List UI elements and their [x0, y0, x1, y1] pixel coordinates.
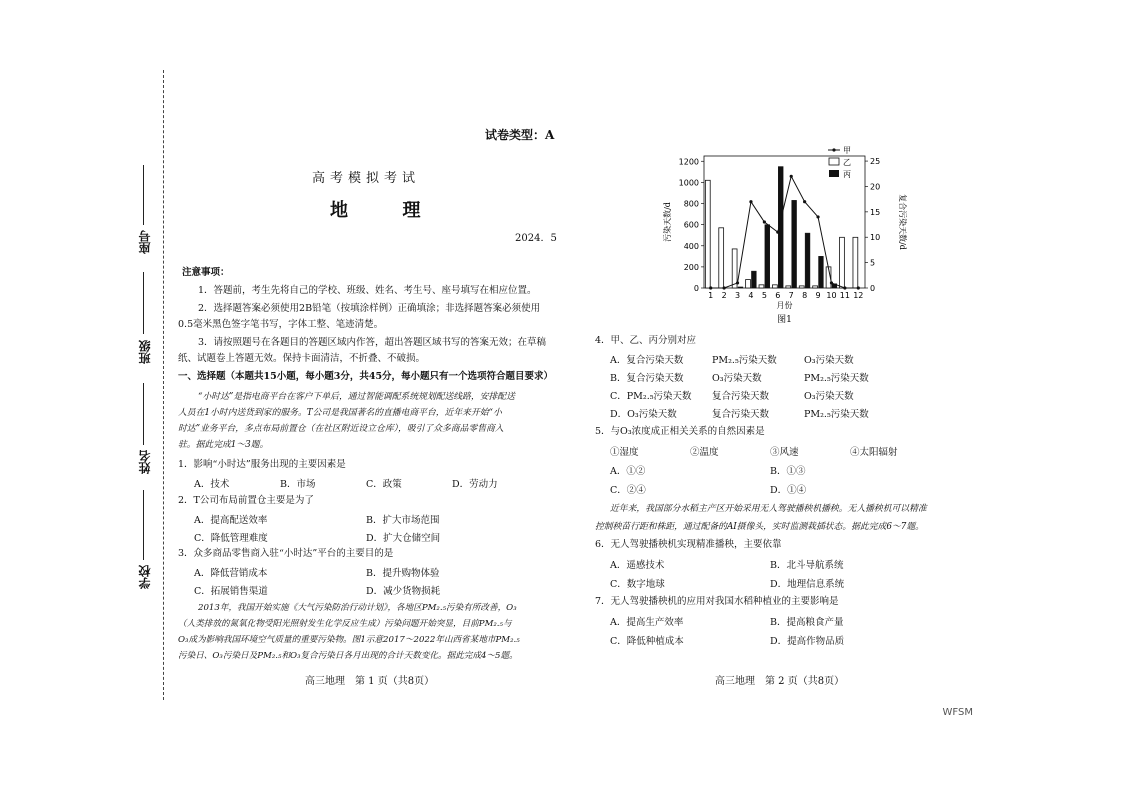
passage-2-line: 污染日、O₃污染日及PM₂.₅和O₃复合污染日各月出现的合计天数变化。据此完成4～5题。	[178, 651, 518, 661]
y-left-axis-label: 污染天数/d	[663, 202, 672, 242]
legend-label-yi: 乙	[843, 158, 851, 167]
note-3-cont: 纸、试题卷上答题无效。保持卡面清洁，不折叠、不破损。	[178, 353, 426, 364]
school-label: 学校	[138, 565, 152, 589]
y-right-tick-label: 20	[870, 182, 881, 192]
q5-factor-1: ①湿度	[610, 447, 639, 458]
q7-option-d[interactable]: D．提高作物品质	[770, 636, 845, 647]
point-jia	[830, 281, 833, 284]
y-right-tick-label: 25	[870, 157, 881, 167]
note-1: 1．答题前，考生先将自己的学校、班级、姓名、考生号、座号填写在相应位置。	[198, 285, 537, 296]
q4-d-col3: PM₂.₅污染天数	[804, 409, 869, 420]
q2-option-a[interactable]: A．提高配送效率	[194, 515, 268, 526]
q3-option-a[interactable]: A．降低营销成本	[194, 568, 268, 579]
notes-title: 注意事项：	[182, 267, 230, 278]
bar-yi	[719, 228, 724, 288]
q4-option-a[interactable]: A．复合污染天数	[610, 355, 684, 366]
x-tick-label: 10	[826, 291, 837, 300]
binding-line	[163, 70, 164, 700]
passage-3-line: 近年来，我国部分水稻主产区开始采用无人驾驶播秧机播秧。无人播秧机可以精准	[610, 504, 927, 514]
y-left-tick-label: 1200	[678, 157, 699, 167]
passage-1-line: 驻。据此完成1～3题。	[178, 440, 269, 450]
q4-c-col3: O₃污染天数	[804, 391, 854, 402]
point-jia	[736, 281, 739, 284]
point-jia	[776, 231, 779, 234]
q6-option-d[interactable]: D．地理信息系统	[770, 579, 845, 590]
q5-factor-2: ②温度	[690, 447, 719, 458]
seat-label: 座号	[138, 230, 152, 254]
section-1-heading: 一、选择题（本题共15小题，每小题3分，共45分，每小题只有一个选项符合题目要求）	[178, 371, 554, 382]
q1-option-b[interactable]: B．市场	[280, 479, 316, 490]
q7-option-c[interactable]: C．降低种植成本	[610, 636, 684, 647]
bar-yi	[813, 286, 818, 288]
class-field[interactable]	[143, 272, 144, 334]
bar-yi	[705, 180, 710, 288]
point-jia	[803, 200, 806, 203]
q5-stem: 5．与O₃浓度成正相关关系的自然因素是	[595, 426, 765, 437]
bar-yi	[746, 280, 751, 288]
q5-option-d[interactable]: D．①④	[770, 485, 807, 496]
school-field[interactable]	[143, 490, 144, 560]
chart-title: 图1	[777, 315, 792, 325]
y-left-tick-label: 1000	[678, 178, 699, 188]
q5-option-c[interactable]: C．②④	[610, 485, 646, 496]
exam-title: 高考模拟考试	[312, 171, 421, 186]
legend-label-jia: 甲	[843, 146, 851, 155]
paper-type: 试卷类型：A	[485, 128, 555, 142]
q4-a-col3: O₃污染天数	[804, 355, 854, 366]
class-label: 班级	[138, 340, 152, 364]
name-label: 姓名	[138, 450, 152, 474]
q6-option-a[interactable]: A．遥感技术	[610, 560, 665, 571]
x-tick-label: 7	[788, 291, 794, 300]
footer-right: 高三地理 第 2 页（共8页）	[715, 676, 845, 687]
point-jia	[723, 286, 726, 289]
y-left-tick-label: 0	[693, 284, 699, 293]
footer-left: 高三地理 第 1 页（共8页）	[305, 676, 435, 687]
x-tick-label: 8	[802, 291, 808, 300]
x-tick-label: 12	[853, 291, 864, 300]
watermark: WFSM	[942, 707, 973, 718]
exam-date: 2024．5	[515, 233, 557, 244]
x-tick-label: 9	[815, 291, 821, 300]
q4-option-d[interactable]: D．O₃污染天数	[610, 409, 677, 420]
passage-1-line: 时达”业务平台，多点布局前置仓（在社区附近设立仓库），吸引了众多商品零售商入	[178, 424, 504, 434]
y-left-tick-label: 800	[683, 199, 699, 209]
q2-option-c[interactable]: C．降低管理难度	[194, 533, 268, 544]
figure-1-chart	[660, 142, 910, 330]
q1-option-d[interactable]: D．劳动力	[452, 479, 498, 490]
legend-label-bing: 丙	[843, 170, 851, 179]
q4-stem: 4．甲、乙、丙分别对应	[595, 335, 697, 346]
x-tick-label: 11	[839, 291, 850, 300]
q6-stem: 6．无人驾驶播秧机实现精准播秧，主要依靠	[595, 539, 782, 550]
q4-option-b[interactable]: B．复合污染天数	[610, 373, 684, 384]
point-jia	[709, 286, 712, 289]
bar-bing	[819, 256, 824, 288]
q4-a-col2: PM₂.₅污染天数	[712, 355, 777, 366]
note-3: 3．请按照题号在各题目的答题区域内作答，超出答题区域书写的答案无效；在草稿	[198, 337, 547, 348]
q5-option-b[interactable]: B．①③	[770, 466, 806, 477]
q5-factor-3: ③风速	[770, 447, 799, 458]
y-right-axis-label: 复合污染天数/d	[898, 194, 907, 250]
q3-stem: 3．众多商品零售商入驻“小时达”平台的主要目的是	[178, 548, 394, 559]
y-right-tick-label: 15	[870, 207, 881, 217]
bar-bing	[792, 200, 797, 288]
y-left-tick-label: 400	[683, 241, 699, 251]
passage-1-line: “小时达”是指电商平台在客户下单后，通过智能调配系统规划配送线路，安排配送	[198, 392, 515, 402]
q3-option-b[interactable]: B．提升购物体验	[366, 568, 440, 579]
bar-yi	[786, 286, 791, 288]
x-tick-label: 3	[734, 291, 741, 300]
bar-yi	[853, 237, 858, 288]
passage-1-line: 人员在1小时内送货到家的服务。T公司是我国著名的直播电商平台，近年来开始“小	[178, 408, 502, 418]
q4-b-col3: PM₂.₅污染天数	[804, 373, 869, 384]
q6-option-b[interactable]: B．北斗导航系统	[770, 560, 844, 571]
y-left-tick-label: 600	[683, 220, 699, 230]
x-tick-label: 5	[761, 291, 767, 300]
q2-stem: 2．T公司布局前置仓主要是为了	[178, 495, 314, 506]
name-field[interactable]	[143, 383, 144, 445]
subject-title: 地 理	[330, 200, 435, 221]
q1-option-a[interactable]: A．技术	[194, 479, 230, 490]
point-jia	[763, 220, 766, 223]
x-tick-label: 2	[721, 291, 727, 300]
y-left-tick-label: 200	[683, 262, 699, 272]
x-tick-label: 1	[708, 291, 714, 300]
bar-yi	[840, 237, 845, 288]
bar-yi	[799, 286, 804, 288]
x-axis-label: 月份	[776, 301, 793, 310]
y-right-tick-label: 0	[870, 284, 876, 293]
q4-option-c[interactable]: C．PM₂.₅污染天数	[610, 391, 692, 402]
x-tick-label: 4	[748, 291, 754, 300]
bar-yi	[772, 285, 777, 288]
point-jia	[790, 175, 793, 178]
q2-option-b[interactable]: B．扩大市场范围	[366, 515, 440, 526]
x-tick-label: 6	[775, 291, 781, 300]
q1-option-c[interactable]: C．政策	[366, 479, 402, 490]
q7-option-a[interactable]: A．提高生产效率	[610, 617, 684, 628]
note-2-cont: 0.5毫米黑色签字笔书写，字体工整、笔迹清楚。	[178, 319, 384, 330]
q4-d-col2: 复合污染天数	[712, 409, 770, 420]
q2-option-d[interactable]: D．扩大仓储空间	[366, 533, 441, 544]
passage-2-line: O₃成为影响我国环境空气质量的重要污染物。图1示意2017～2022年山西省某地市PM₂.₅	[178, 635, 520, 645]
bar-bing	[765, 225, 770, 288]
q6-option-c[interactable]: C．数字地球	[610, 579, 665, 590]
q5-factor-4: ④太阳辐射	[850, 447, 898, 458]
legend-swatch-yi	[829, 158, 839, 165]
q3-option-d[interactable]: D．减少货物损耗	[366, 586, 441, 597]
bar-yi	[759, 285, 764, 288]
note-2: 2．选择题答案必须使用2B铅笔（按填涂样例）正确填涂；非选择题答案必须使用	[198, 303, 541, 314]
point-jia	[749, 200, 752, 203]
y-right-tick-label: 10	[870, 233, 881, 243]
passage-2-line: 2013年，我国开始实施《大气污染防治行动计划》，各地区PM₂.₅污染有所改善，O₃	[198, 603, 517, 613]
q4-c-col2: 复合污染天数	[712, 391, 770, 402]
bar-bing	[805, 233, 810, 288]
point-jia	[843, 286, 846, 289]
q7-stem: 7．无人驾驶播秧机的应用对我国水稻种植业的主要影响是	[595, 596, 839, 607]
point-jia	[816, 215, 819, 218]
q7-option-b[interactable]: B．提高粮食产量	[770, 617, 844, 628]
seat-field[interactable]	[143, 165, 144, 225]
q1-stem: 1．影响“小时达”服务出现的主要因素是	[178, 459, 346, 470]
bar-bing	[751, 271, 756, 288]
q3-option-c[interactable]: C．拓展销售渠道	[194, 586, 268, 597]
q4-b-col2: O₃污染天数	[712, 373, 762, 384]
q5-option-a[interactable]: A．①②	[610, 466, 646, 477]
passage-2-line: （人类排放的氮氧化物受阳光照射发生化学反应生成）污染问题开始突显，目前PM₂.₅与	[178, 619, 512, 629]
legend-swatch-bing	[829, 170, 839, 177]
bar-bing	[738, 287, 743, 288]
passage-3-line: 控制秧苗行距和株距，通过配备的AI摄像头，实时监测栽插状态。据此完成6～7题。	[595, 522, 924, 532]
legend-marker-jia	[832, 148, 835, 151]
y-right-tick-label: 5	[870, 258, 876, 268]
point-jia	[857, 286, 860, 289]
